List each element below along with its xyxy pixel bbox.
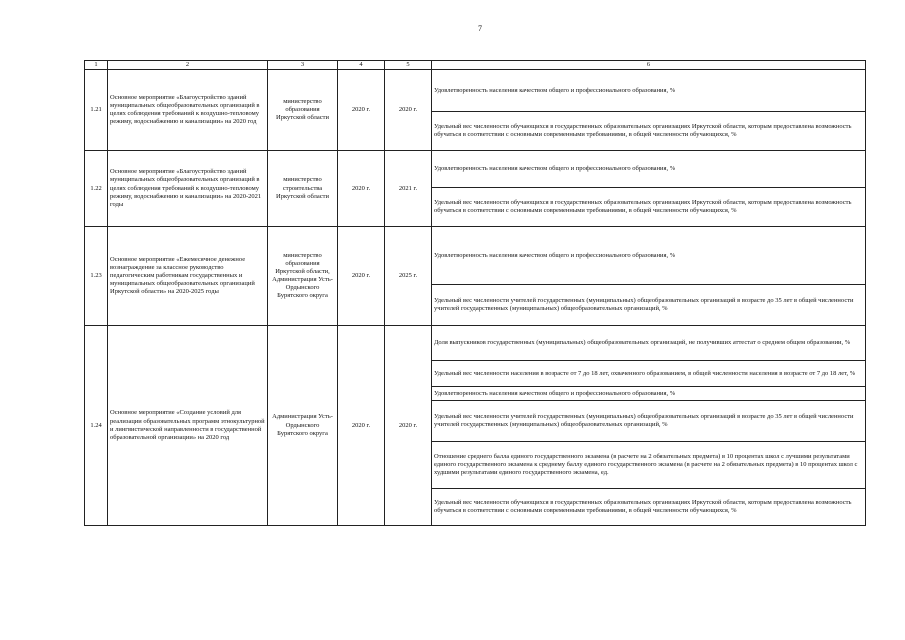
end-year: 2020 г.: [385, 326, 432, 526]
responsible-executor: Администрация Усть-Ордынского Бурятского округа: [268, 326, 338, 526]
activities-table: [84, 60, 866, 526]
start-year: 2020 г.: [338, 326, 385, 526]
start-year: 2020 г.: [338, 227, 385, 326]
table-row: [85, 326, 866, 361]
indicator: Удельный вес численности обучающихся в государственных образовательных организациях Иркутской области, которым предоставлена возможность обучаться в соответствии с основными современными требованиями, в общей численности обучающихся, %: [432, 112, 866, 151]
column-header: 1: [85, 61, 108, 70]
column-header: 4: [338, 61, 385, 70]
column-header: 6: [432, 61, 866, 70]
end-year: 2020 г.: [385, 70, 432, 151]
indicator: Удельный вес численности обучающихся в государственных образовательных организациях Иркутской области, которым предоставлена возможность обучаться в соответствии с основными современными требованиями, в общей численности обучающихся, %: [432, 188, 866, 227]
activity-name: Основное мероприятие «Ежемесячное денежное вознаграждение за классное руководство педагогическим работникам государственных и муниципальных общеобразовательных организаций Иркутской области» на 2020-2025 годы: [108, 227, 268, 326]
row-number: 1.23: [85, 227, 108, 326]
responsible-executor: министерство образования Иркутской области, Администрация Усть-Ордынского Бурятского округа: [268, 227, 338, 326]
table-row: [85, 70, 866, 112]
indicator: Удельный вес численности обучающихся в государственных образовательных организациях Иркутской области, которым предоставлена возможность обучаться в соответствии с основными современными требованиями, в общей численности обучающихся, %: [432, 489, 866, 526]
indicator: Удельный вес численности населения в возрасте от 7 до 18 лет, охваченного образованием, в общей численности населения в возрасте от 7 до 18 лет, %: [432, 361, 866, 387]
activity-name: Основное мероприятие «Благоустройство зданий муниципальных общеобразовательных организаций в целях соблюдения требований к воздушно-тепловому режиму, водоснабжению и канализации» на 2020 год: [108, 70, 268, 151]
indicator: Удельный вес численности учителей государственных (муниципальных) общеобразовательных организаций в возрасте до 35 лет в общей численности учителей государственных (муниципальных) общеобразовательных организаций, %: [432, 285, 866, 326]
indicator: Удовлетворенность населения качеством общего и профессионального образования, %: [432, 70, 866, 112]
table-row: [85, 227, 866, 285]
row-number: 1.24: [85, 326, 108, 526]
activity-name: Основное мероприятие «Создание условий для реализации образовательных программ этнокультурной и лингвистической направленности в государственной образовательной организации» на 2020 год: [108, 326, 268, 526]
table-row: [85, 151, 866, 188]
row-number: 1.22: [85, 151, 108, 227]
end-year: 2021 г.: [385, 151, 432, 227]
indicator: Отношение среднего балла единого государственного экзамена (в расчете на 2 обязательных предмета) в 10 процентах школ с лучшими результатами единого государственного экзамена к среднему баллу единого государственного экзамена (в расчете на 2 обязательных предмета) в 10 процентах школ с худшими результатами единого государственного экзамена, ед.: [432, 442, 866, 489]
responsible-executor: министерство образования Иркутской области: [268, 70, 338, 151]
end-year: 2025 г.: [385, 227, 432, 326]
responsible-executor: министерство строительства Иркутской области: [268, 151, 338, 227]
indicator: Удовлетворенность населения качеством общего и профессионального образования, %: [432, 387, 866, 401]
page-number: 7: [478, 24, 482, 33]
column-header: 5: [385, 61, 432, 70]
column-header: 3: [268, 61, 338, 70]
row-number: 1.21: [85, 70, 108, 151]
indicator: Доля выпускников государственных (муниципальных) общеобразовательных организаций, не получивших аттестат о среднем общем образовании, %: [432, 326, 866, 361]
column-number-header: [85, 61, 866, 70]
start-year: 2020 г.: [338, 70, 385, 151]
start-year: 2020 г.: [338, 151, 385, 227]
activity-name: Основное мероприятие «Благоустройство зданий муниципальных общеобразовательных организаций в целях соблюдения требований к воздушно-тепловому режиму, водоснабжению и канализации» на 2020-2021 годы: [108, 151, 268, 227]
indicator: Удовлетворенность населения качеством общего и профессионального образования, %: [432, 151, 866, 188]
indicator: Удельный вес численности учителей государственных (муниципальных) общеобразовательных организаций в возрасте до 35 лет в общей численности учителей государственных (муниципальных) общеобразовательных организаций, %: [432, 401, 866, 442]
column-header: 2: [108, 61, 268, 70]
indicator: Удовлетворенность населения качеством общего и профессионального образования, %: [432, 227, 866, 285]
